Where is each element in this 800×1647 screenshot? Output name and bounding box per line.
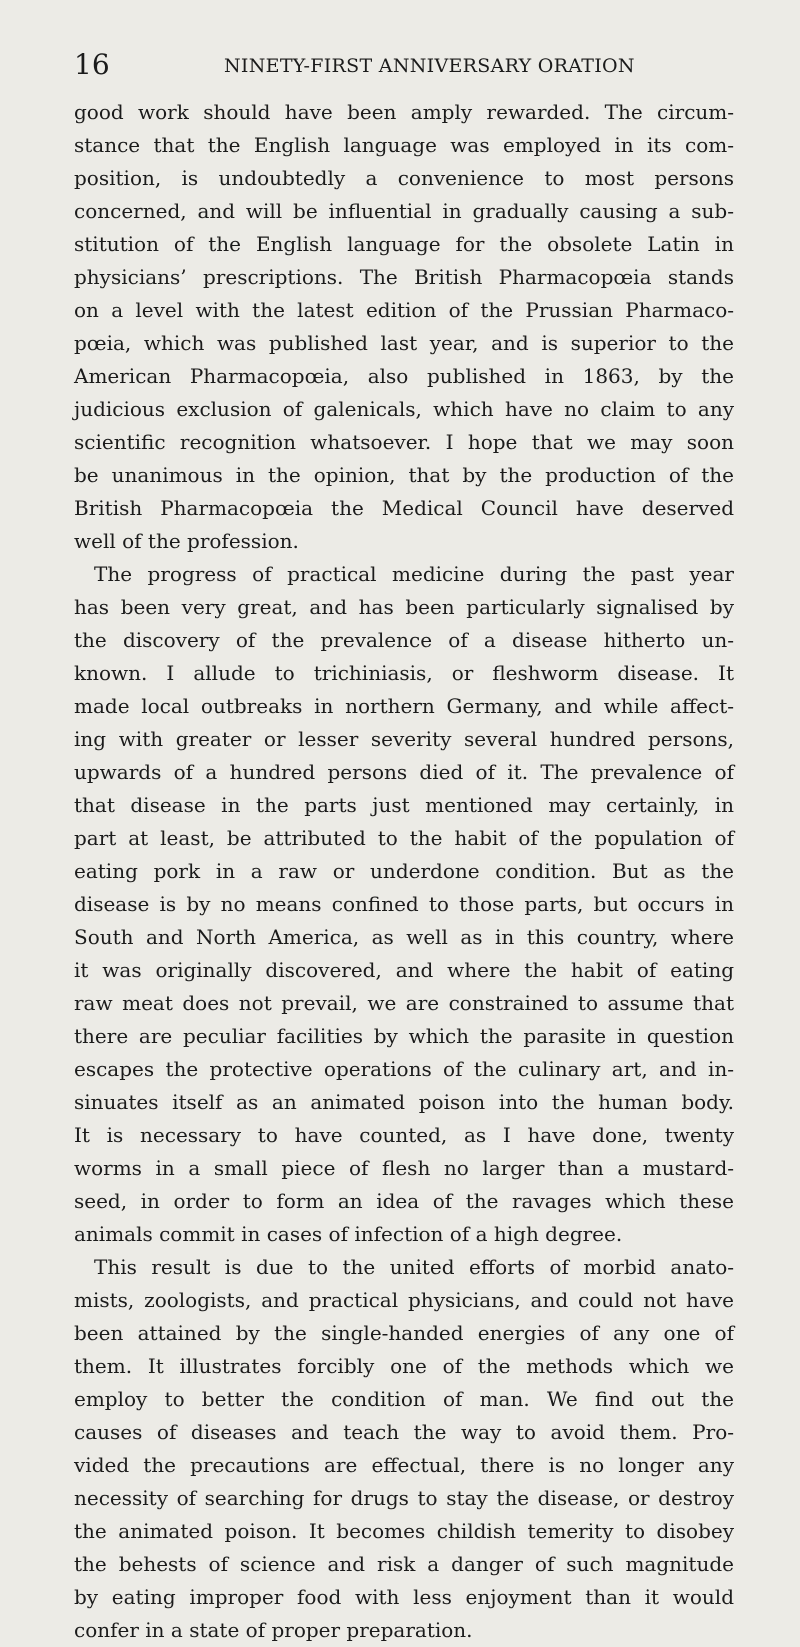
text-line: been attained by the single-handed energies of any one of <box>74 1321 734 1345</box>
body-text <box>74 96 734 1647</box>
text-line: seed, in order to form an idea of the ravages which these <box>74 1189 734 1213</box>
text-line: that disease in the parts just mentioned may certainly, in <box>74 793 734 817</box>
text-line: vided the precautions are effectual, there is no longer any <box>74 1453 734 1477</box>
text-line: position, is undoubtedly a convenience to most persons <box>74 166 734 190</box>
text-line: British Pharmacopœia the Medical Council have deserved <box>74 496 734 520</box>
page-number: 16 <box>74 48 110 81</box>
text-line: it was originally discovered, and where the habit of eating <box>74 958 734 982</box>
text-line: the animated poison. It becomes childish temerity to disobey <box>74 1519 734 1543</box>
text-line: judicious exclusion of galenicals, which have no claim to any <box>74 397 734 421</box>
text-line: mists, zoologists, and practical physicians, and could not have <box>74 1288 734 1312</box>
text-line: on a level with the latest edition of the Prussian Pharmaco- <box>74 298 734 322</box>
text-line: part at least, be attributed to the habit of the population of <box>74 826 734 850</box>
text-line: them. It illustrates forcibly one of the methods which we <box>74 1354 734 1378</box>
text-line: disease is by no means confined to those parts, but occurs in <box>74 892 734 916</box>
text-line: concerned, and will be influential in gradually causing a sub- <box>74 199 734 223</box>
text-line: necessity of searching for drugs to stay the disease, or destroy <box>74 1486 734 1510</box>
text-line: raw meat does not prevail, we are constrained to assume that <box>74 991 734 1015</box>
running-title: NINETY-FIRST ANNIVERSARY ORATION <box>224 55 635 77</box>
running-head <box>74 47 728 83</box>
text-line: there are peculiar facilities by which the parasite in question <box>74 1024 734 1048</box>
text-line: The progress of practical medicine during the past year <box>94 562 734 586</box>
text-line: made local outbreaks in northern Germany, and while affect- <box>74 694 734 718</box>
text-line: American Pharmacopœia, also published in 1863, by the <box>74 364 734 388</box>
text-line: scientific recognition whatsoever. I hope that we may soon <box>74 430 734 454</box>
text-line: ing with greater or lesser severity several hundred persons, <box>74 727 734 751</box>
text-line: well of the profession. <box>74 529 299 553</box>
text-line: eating pork in a raw or underdone condition. But as the <box>74 859 734 883</box>
text-line: the discovery of the prevalence of a disease hitherto un- <box>74 628 734 652</box>
text-line: the behests of science and risk a danger of such magnitude <box>74 1552 734 1576</box>
text-line: has been very great, and has been particularly signalised by <box>74 595 734 619</box>
text-line: stance that the English language was employed in its com- <box>74 133 734 157</box>
text-line: upwards of a hundred persons died of it. The prevalence of <box>74 760 734 784</box>
text-line: good work should have been amply rewarded. The circum- <box>74 100 734 124</box>
text-line: pœia, which was published last year, and is superior to the <box>74 331 734 355</box>
text-line: This result is due to the united efforts of morbid anato- <box>94 1255 734 1279</box>
text-line: worms in a small piece of flesh no larger than a mustard- <box>74 1156 734 1180</box>
text-line: animals commit in cases of infection of a high degree. <box>74 1222 623 1246</box>
text-line: confer in a state of proper preparation. <box>74 1618 473 1642</box>
text-line: known. I allude to trichiniasis, or fleshworm disease. It <box>74 661 734 685</box>
text-line: employ to better the condition of man. We find out the <box>74 1387 734 1411</box>
text-line: causes of diseases and teach the way to avoid them. Pro- <box>74 1420 734 1444</box>
text-line: physicians’ prescriptions. The British Pharmacopœia stands <box>74 265 734 289</box>
text-line: escapes the protective operations of the culinary art, and in- <box>74 1057 734 1081</box>
text-line: South and North America, as well as in this country, where <box>74 925 734 949</box>
text-line: by eating improper food with less enjoyment than it would <box>74 1585 734 1609</box>
text-line: It is necessary to have counted, as I have done, twenty <box>74 1123 734 1147</box>
text-line: sinuates itself as an animated poison into the human body. <box>74 1090 734 1114</box>
text-line: stitution of the English language for the obsolete Latin in <box>74 232 734 256</box>
text-line: be unanimous in the opinion, that by the production of the <box>74 463 734 487</box>
